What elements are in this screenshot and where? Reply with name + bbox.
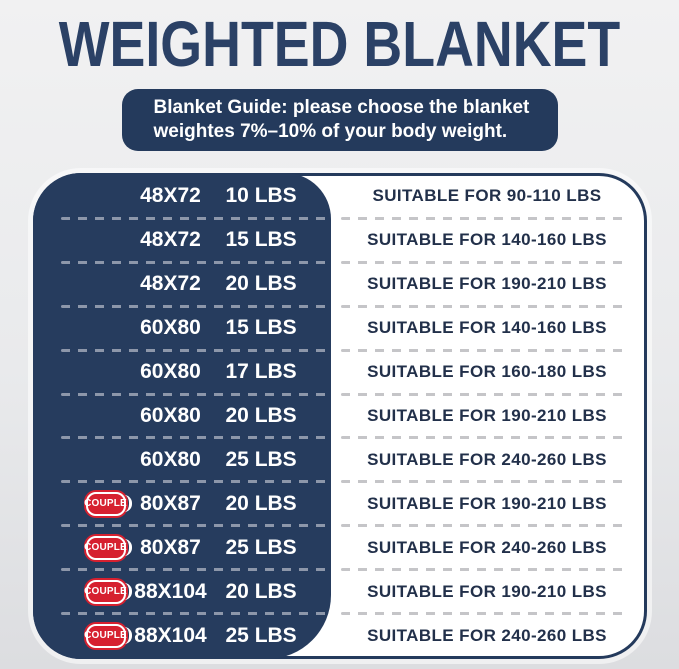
guide-banner bbox=[122, 89, 558, 151]
size-cell: 48X72 bbox=[140, 228, 201, 252]
table-row bbox=[36, 176, 644, 217]
size-cell: 60X80 bbox=[140, 447, 201, 471]
weight-cell: 20 LBS bbox=[225, 272, 297, 296]
size-cell: 80X87 bbox=[140, 491, 201, 515]
weight-cell: 25 LBS bbox=[225, 623, 297, 647]
couple-badge bbox=[86, 624, 126, 648]
couple-badge-cell bbox=[86, 360, 134, 384]
size-cell: 88X104 bbox=[134, 623, 207, 647]
suitable-cell: SUITABLE FOR 240-260 LBS bbox=[367, 625, 607, 645]
couple-badge-cell bbox=[86, 404, 134, 428]
suitable-cell: SUITABLE FOR 140-160 LBS bbox=[367, 318, 607, 338]
table-row bbox=[36, 264, 644, 305]
suitable-cell: SUITABLE FOR 190-210 LBS bbox=[367, 581, 607, 601]
couple-badge-cell bbox=[86, 492, 134, 516]
couple-badge-label: COUPLE bbox=[84, 498, 127, 510]
weight-cell: 25 LBS bbox=[225, 447, 297, 471]
size-chart-rows bbox=[36, 176, 644, 656]
couple-badge-cell bbox=[86, 624, 134, 648]
couple-badge bbox=[86, 580, 126, 604]
couple-badge-cell bbox=[86, 184, 134, 208]
suitable-cell: SUITABLE FOR 190-210 LBS bbox=[367, 405, 607, 425]
size-cell: 80X87 bbox=[140, 535, 201, 559]
size-cell: 60X80 bbox=[140, 403, 201, 427]
guide-banner-line1: Blanket Guide: please choose the blanket bbox=[153, 97, 530, 118]
weight-cell: 15 LBS bbox=[225, 228, 297, 252]
couple-badge-cell bbox=[86, 228, 134, 252]
couple-badge-label: COUPLE bbox=[84, 586, 127, 598]
suitable-cell: SUITABLE FOR 140-160 LBS bbox=[367, 230, 607, 250]
table-row bbox=[36, 615, 644, 656]
table-row bbox=[36, 352, 644, 393]
couple-badge-cell bbox=[86, 316, 134, 340]
couple-badge bbox=[86, 492, 126, 516]
weight-cell: 10 LBS bbox=[225, 184, 297, 208]
table-row bbox=[36, 527, 644, 568]
suitable-cell: SUITABLE FOR 240-260 LBS bbox=[367, 537, 607, 557]
couple-badge-cell bbox=[86, 448, 134, 472]
weight-cell: 25 LBS bbox=[225, 535, 297, 559]
table-row bbox=[36, 220, 644, 261]
suitable-cell: SUITABLE FOR 160-180 LBS bbox=[367, 362, 607, 382]
couple-badge-label: COUPLE bbox=[84, 542, 127, 554]
page-title: WEIGHTED BLANKET bbox=[58, 8, 621, 80]
couple-badge-cell bbox=[86, 272, 134, 296]
couple-badge bbox=[86, 536, 126, 560]
table-row bbox=[36, 439, 644, 480]
table-row bbox=[36, 396, 644, 437]
suitable-cell: SUITABLE FOR 190-210 LBS bbox=[367, 274, 607, 294]
table-row bbox=[36, 571, 644, 612]
couple-badge-label: COUPLE bbox=[84, 630, 127, 642]
size-chart-card bbox=[33, 173, 647, 659]
table-row bbox=[36, 483, 644, 524]
size-cell: 60X80 bbox=[140, 360, 201, 384]
size-cell: 60X80 bbox=[140, 316, 201, 340]
couple-badge-cell bbox=[86, 580, 134, 604]
weight-cell: 20 LBS bbox=[225, 579, 297, 603]
guide-banner-line2: weightes 7%–10% of your body weight. bbox=[153, 121, 508, 142]
suitable-cell: SUITABLE FOR 190-210 LBS bbox=[367, 493, 607, 513]
suitable-cell: SUITABLE FOR 240-260 LBS bbox=[367, 449, 607, 469]
size-cell: 88X104 bbox=[134, 579, 207, 603]
weight-cell: 15 LBS bbox=[225, 316, 297, 340]
weight-cell: 17 LBS bbox=[225, 360, 297, 384]
suitable-cell: SUITABLE FOR 90-110 LBS bbox=[372, 186, 602, 206]
weight-cell: 20 LBS bbox=[225, 403, 297, 427]
size-cell: 48X72 bbox=[140, 272, 201, 296]
couple-badge-cell bbox=[86, 536, 134, 560]
size-cell: 48X72 bbox=[140, 184, 201, 208]
table-row bbox=[36, 308, 644, 349]
weight-cell: 20 LBS bbox=[225, 491, 297, 515]
